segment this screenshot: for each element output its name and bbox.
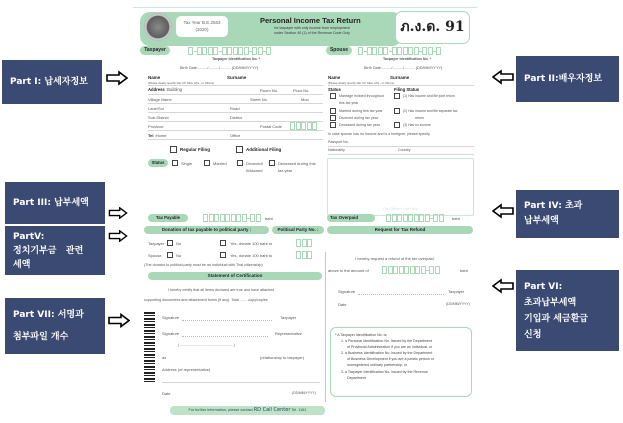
rep-address-label: Address (of representative) <box>162 367 211 372</box>
home-label: :Home <box>154 133 167 138</box>
part-7-line2: 첨부파일 개수 <box>13 332 69 342</box>
refund-title: Request for Tax Refund <box>327 226 473 234</box>
refund-text2: above in the amount of <box>328 268 369 273</box>
this-tax-year-label: this tax year <box>339 101 359 105</box>
married-during-label: Married during this tax year <box>339 109 383 113</box>
address-label: Address <box>148 87 165 92</box>
arrow-right-icon <box>106 70 128 86</box>
room-no-label: Room No. <box>260 88 279 93</box>
taxpayer-party-no-field[interactable] <box>296 239 313 247</box>
address-row: Address :Building <box>148 87 182 92</box>
taxpayer-signature-line[interactable] <box>182 320 272 321</box>
additional-filing-label: Additional Filing <box>246 147 282 152</box>
part-7-label <box>5 298 105 354</box>
village-line[interactable] <box>148 103 323 104</box>
name-hint: (Please clearly specify title: Mr. Miss, Mrs., or Others) <box>148 81 215 85</box>
arrow-right-icon <box>108 312 130 329</box>
postal-code-field[interactable] <box>290 122 318 130</box>
marriage-throughout-checkbox[interactable] <box>330 93 336 99</box>
barcode-icon <box>144 312 155 384</box>
part-5-line1: PartV: <box>13 231 45 242</box>
part-5-line3: 세액 <box>13 259 31 270</box>
divider-vertical <box>325 252 326 402</box>
officer-use-box <box>327 158 474 216</box>
floor-no-label: Floor No. <box>293 88 310 93</box>
tax-form <box>130 0 480 423</box>
divorced-during-label: Divorced during tax year <box>339 116 378 120</box>
cert-title: Statement of Certification <box>148 272 322 280</box>
province-line[interactable] <box>148 130 323 131</box>
part-5-line2: 정치기부금 관련 <box>13 245 84 256</box>
revenue-seal-icon <box>144 13 172 41</box>
taxpayer-yes-checkbox[interactable] <box>220 240 226 246</box>
building-label: Building <box>167 87 182 92</box>
spouse-no-label: No <box>176 253 182 258</box>
part-3-label <box>5 182 105 224</box>
subtitle-line1: for taxpayer with only income from employment <box>274 26 350 30</box>
village-label: Village Name <box>148 97 172 102</box>
baht-label-2: baht <box>452 216 460 221</box>
marriage-throughout-label: Marriage existed throughout <box>339 94 384 98</box>
spouse-tin-label: Taxpayer Identification No. * <box>383 57 432 61</box>
tax-year-box <box>176 16 228 37</box>
status-label: Status <box>148 159 168 167</box>
tel-label: Tel <box>148 133 154 138</box>
additional-filing-checkbox[interactable] <box>236 146 243 153</box>
footer-tel: Tel. 1161 <box>291 408 307 412</box>
taxpayer-yes-label: Yes, donate 100 baht to <box>230 241 273 246</box>
cert-taxpayer-label: Taxpayer <box>280 315 297 320</box>
part-1-title: Part I: 납세자정보 <box>10 76 88 87</box>
lane-label: Lane/Soi <box>148 106 164 111</box>
part-4-label <box>516 190 619 238</box>
refund-text1: I hereby request a refund of the tax overpaid <box>355 256 434 261</box>
refund-amount-field[interactable] <box>382 266 440 274</box>
note2b: of Business Development if you are a juristic person or <box>347 357 434 362</box>
part-5-label <box>5 226 105 275</box>
country-label: Country <box>398 148 411 152</box>
deceased-during-label: Deceased during tax year <box>339 123 380 127</box>
form-code: ภ.ง.ด. 91 <box>395 11 470 44</box>
taxpayer-birth-date[interactable]: Birth Date:........./........../.......... (DD/MM/YYYY) <box>180 66 259 70</box>
rd-call-center-logo: RD Call Center <box>253 407 291 413</box>
note-title: * A Taxpayer Identification No. is: <box>335 333 388 337</box>
fs1-label: (1) Has income and file joint return <box>403 94 455 98</box>
address-line[interactable] <box>148 94 323 95</box>
spouse-no-checkbox[interactable] <box>167 252 173 258</box>
part-6-line2: 초과납부세액 <box>524 297 577 308</box>
part-2-title: Part II:배우자정보 <box>524 73 603 84</box>
taxpayer-label: Taxpayer <box>140 46 170 55</box>
divorced-checkbox[interactable] <box>237 160 243 166</box>
taxpayer-tin-label: Taxpayer Identification No. * <box>212 57 261 61</box>
fs2-checkbox[interactable] <box>394 108 400 114</box>
spouse-birth-date[interactable]: Birth Date:........./........../.......... (DD/MM/YYYY) <box>364 66 443 70</box>
taxpayer-no-label: No <box>176 241 182 246</box>
note1b: of Provincial Administration if you are an individual, or <box>347 345 433 350</box>
cert-date-format: (DD/MM/YYYY) <box>292 391 316 395</box>
spouse-name-hint: (Please clearly specify title: Mr. Miss, Mrs., or Others) <box>328 81 395 85</box>
taxpayer-id-field[interactable] <box>188 47 272 55</box>
part-6-line4: 신청 <box>524 329 542 340</box>
single-checkbox[interactable] <box>172 160 178 166</box>
part-4-line2: 납부세액 <box>524 216 559 226</box>
tax-payable-label: Tax Payable <box>148 214 188 222</box>
deceased-label: Deceased during this <box>278 161 316 166</box>
part-7-line1: Part VII: 서명과 <box>13 310 84 320</box>
note3: 3. a Taxpayer Identification No. issued by the Revenue <box>341 369 428 374</box>
spouse-yes-checkbox[interactable] <box>220 252 226 258</box>
part-4-line1: Part IV: 초과 <box>524 201 583 211</box>
part-6-line1: Part VI: <box>524 281 563 292</box>
nationality-label: Nationality <box>328 148 345 152</box>
nationality-line[interactable] <box>328 154 474 155</box>
tin-note-box <box>330 327 472 397</box>
part-1-label <box>2 60 102 104</box>
divorced-label: Divorced/ <box>246 161 263 166</box>
divorced-during-checkbox[interactable] <box>330 115 336 121</box>
road-label: Road <box>230 106 240 111</box>
rep-name-field[interactable]: ( ...................................................... ) <box>178 343 235 347</box>
note2: 2. a Business Identification No. issued by the Department <box>341 351 433 356</box>
refund-baht-label: baht <box>460 268 468 273</box>
spouse-name-line[interactable] <box>328 85 474 86</box>
officer-use-label: For Officer's Use Only <box>383 207 418 211</box>
cert-date-label: Date <box>162 391 171 396</box>
spouse-party-no-field[interactable] <box>296 251 313 259</box>
spouse-id-field[interactable] <box>358 47 442 55</box>
regular-filing-label: Regular Filing <box>180 147 211 152</box>
arrow-right-icon <box>108 230 128 242</box>
top-divider <box>133 7 477 8</box>
taxpayer-no-checkbox[interactable] <box>167 240 173 246</box>
footer-text: For further information, please contact <box>188 408 253 412</box>
tel-line[interactable] <box>148 139 323 140</box>
district-label: District <box>230 115 243 120</box>
tax-overpaid-field[interactable] <box>386 214 444 222</box>
spouse-name-label: Name <box>328 75 341 80</box>
refund-signature-label: Signature <box>338 289 356 294</box>
passport-label: Passport No. <box>328 140 349 144</box>
province-label: Province <box>148 124 164 129</box>
arrow-right-icon <box>108 207 128 219</box>
form-title: Personal Income Tax Return <box>260 16 361 25</box>
single-label: Single <box>181 161 193 166</box>
rep-signature-line[interactable] <box>182 336 268 337</box>
fs2b-label: return <box>415 116 424 120</box>
married-during-checkbox[interactable] <box>330 108 336 114</box>
rep-signature-label: Signature <box>162 331 180 336</box>
subtitle-line2: under Section 40 (1) of the Revenue Code Only <box>274 31 350 35</box>
part-3-title: Part III: 납부세액 <box>13 197 89 208</box>
form-subtitle <box>262 26 362 36</box>
refund-date-label: Date <box>338 302 347 307</box>
taxpayer-signature-label: Signature <box>162 315 180 320</box>
fs2-label: (2) Has income and file separate tax <box>403 109 458 113</box>
note3b: Department <box>347 375 366 380</box>
baht-label: baht <box>265 216 273 221</box>
donation-spouse-label: Spouse <box>148 253 162 258</box>
footer-contact <box>170 406 325 415</box>
cert-text1: I hereby certify that all items declared are true and have attached <box>168 288 275 292</box>
spouse-yes-label: Yes, donate 100 baht to <box>230 253 273 258</box>
surname-label: Surname <box>227 75 247 80</box>
arrow-left-icon <box>492 69 514 85</box>
spouse-status-label: Status <box>328 87 341 92</box>
part-2-label <box>516 56 619 102</box>
tel-row <box>148 133 166 138</box>
relationship-label: (relationship to taxpayer) <box>260 355 305 360</box>
rep-address-line[interactable] <box>162 382 320 383</box>
widowed-label: Widowed <box>246 168 263 173</box>
donator-note: (The donator to political party must be an individual with Thai citizenship) <box>144 263 263 267</box>
tax-overpaid-label: Tax Overpaid <box>327 214 375 222</box>
tax-year: Tax Year B.E.2563 <box>183 20 221 25</box>
cert-text2: supporting documents and attachment forms (if any). Total ....... copy/copies <box>144 298 268 302</box>
filing-status-label: Filing Status <box>394 87 420 92</box>
fs3-label: (3) Has no income <box>403 123 431 127</box>
tax-year-ce: (2020) <box>195 27 209 32</box>
street-no-label: Street No. <box>250 97 269 102</box>
refund-date-format: (DD/MM/YYYY) <box>446 302 470 306</box>
office-label: Office <box>230 133 241 138</box>
passport-line[interactable] <box>328 146 474 147</box>
refund-taxpayer-label: Taxpayer <box>448 289 465 294</box>
donation-title: Donation of tax payable to political party : <box>144 226 269 234</box>
part-6-line3: 기입과 세금환급 <box>524 313 588 324</box>
tax-year-word: tax year <box>278 168 293 173</box>
regular-filing-checkbox[interactable] <box>170 146 177 153</box>
married-checkbox[interactable] <box>204 160 210 166</box>
moo-label: Moo <box>301 97 309 102</box>
donation-taxpayer-label: Taxpayer <box>148 241 165 246</box>
lane-line[interactable] <box>148 112 323 113</box>
spouse-label: Spouse <box>326 46 352 55</box>
refund-signature-line[interactable] <box>358 294 444 295</box>
deceased-during-checkbox[interactable] <box>330 122 336 128</box>
married-label: Married <box>213 161 227 166</box>
arrow-left-icon <box>492 278 514 294</box>
representative-label: Representative <box>275 331 302 336</box>
fs3-checkbox[interactable] <box>394 122 400 128</box>
political-party-no-label: Political Party No. : <box>272 226 324 234</box>
arrow-left-icon <box>492 203 514 219</box>
spouse-surname-label: Surname <box>390 75 410 80</box>
name-line[interactable] <box>148 85 323 86</box>
part-6-label <box>516 270 619 351</box>
postal-code-label: Postal Code <box>260 124 282 129</box>
as-label: as <box>162 355 167 360</box>
note2c: nonregistered ordinary partnership, or <box>347 363 408 368</box>
note1: 1. a Personal Identification No. issued by the Department <box>341 339 432 344</box>
fs1-checkbox[interactable] <box>394 93 400 99</box>
subdistrict-label: Sub-District <box>148 115 169 120</box>
tax-payable-field[interactable] <box>203 214 261 222</box>
foreigner-note: In case spouse has no income and is a foreigner, please specify <box>328 132 430 136</box>
name-label: Name <box>148 75 161 80</box>
deceased-checkbox[interactable] <box>269 160 275 166</box>
